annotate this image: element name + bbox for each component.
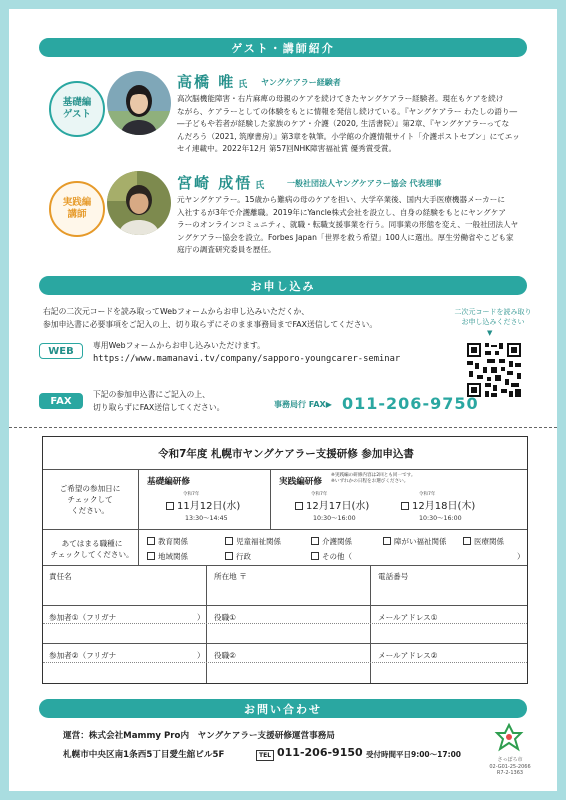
lecturer-bio-miyazaki: 元ヤングケアラー。15歳から難病の母のケアを担い、大学卒業後、国内大手医療機器メーカーに 入社するが3年で介護離職。2019年にYancle株式会社を設立し、自身の経験をもとにヤングケア ラーのオンラインコミュニティ、就職・転職支援事業を行う。同事業の形態を変え、一般社団法人ヤ ングケアラー協会を設立。Forbes Japan「世界を救う希望」100人に選出。厚生労働省やこども家 庭庁の調査研究委員を歴任。: [177, 195, 519, 255]
job-option-government[interactable]: 行政: [225, 551, 251, 562]
contact-heading: お問い合わせ: [39, 699, 527, 718]
job-label: あてはまる職種に チェックしてください。: [50, 539, 134, 559]
basic-label: 基礎編研修: [147, 477, 190, 487]
participant1-email-field[interactable]: メールアドレス①: [378, 613, 438, 622]
responsible-field[interactable]: 責任名: [49, 572, 72, 581]
job-option-community[interactable]: 地域関係: [147, 551, 188, 562]
checkbox-icon: [225, 537, 233, 545]
checkbox-icon: [295, 502, 303, 510]
web-text: 専用Webフォームからお申し込みいただけます。: [93, 341, 265, 350]
checkbox-icon: [463, 537, 471, 545]
guest-photo-takahashi: [107, 71, 171, 135]
application-form: 令和7年度 札幌市ヤングケアラー支援研修 参加申込書 ご希望の参加日に チェックして ください。 基礎編研修 令和7年 11月12日(水) 13:30〜14:45 実践編研修 ※実践編の研修内容は2回とも同一です。 ※いずれかの日程をお選びください。 令和7年 12月17日(水) 10:30〜16:00 令和7年 12月18日(木) 10:30〜16:00 あてはまる職種に チェックしてください。 教育関係 児童福祉関係 介護関係 障がい福祉関係 医療関係 地域関係 行政 その他（ ） 責任名 所在地 〒 電話番号 参加者①（フリガナ ） 役職① メールアドレス① 参加者②（フリガナ ） 役職② メールアドレス②: [42, 436, 528, 684]
web-url-link[interactable]: https://www.mamanavi.tv/company/sapporo-youngcarer-seminar: [93, 354, 401, 364]
fax-tag: FAX: [39, 393, 83, 409]
fax-number: 011-206-9750: [342, 394, 479, 413]
address-field[interactable]: 所在地 〒: [214, 572, 247, 581]
job-option-education[interactable]: 教育関係: [147, 536, 188, 547]
guest-role-takahashi: ヤングケアラー経験者: [261, 78, 341, 87]
tel-tag: TEL: [256, 750, 274, 761]
lecturer-name-miyazaki: 宮崎 成悟 氏: [177, 174, 265, 192]
practice-label: 実践編研修: [279, 477, 322, 487]
job-option-disability[interactable]: 障がい福祉関係: [383, 536, 447, 547]
participant2-email-field[interactable]: メールアドレス②: [378, 651, 438, 660]
participant2-role-field[interactable]: 役職②: [214, 651, 236, 660]
guest-name-takahashi: 高橋 唯 氏: [177, 73, 248, 91]
checkbox-icon: [401, 502, 409, 510]
flyer-page: [9, 9, 557, 791]
job-option-care[interactable]: 介護関係: [311, 536, 352, 547]
job-option-medical[interactable]: 医療関係: [463, 536, 504, 547]
form-title: 令和7年度 札幌市ヤングケアラー支援研修 参加申込書: [158, 448, 414, 460]
apply-intro: 右記の二次元コードを読み取ってWebフォームからお申し込みいただくか、 参加申込書に必要事項をご記入の上、切り取らずにそのまま事務局までFAX送信してください。: [43, 307, 378, 329]
checkbox-icon: [147, 552, 155, 560]
guest-bio-takahashi: 高次脳機能障害・右片麻痺の母親のケアを続けてきたヤングケアラー経験者。現在もケアを続け ながら、ケアラーとしての体験をもとに情報を発信し続けている。『ヤングケアラー わたしの語り― ―子どもや若者が経験した家族のケア・介護（2020, 生活書院）』第2章、『ヤングケアラーってな んだろう（2021, 筑摩書房）』第3章を執筆。小学館の介護情報サイト「介護ポストセブン」にてエッ セイ連載中。2022年12月 第57回NHK障害福祉賞 優秀賞受賞。: [177, 94, 520, 154]
practice-date-option-1[interactable]: 12月17日(水): [295, 497, 369, 512]
qr-note: 二次元コードを読み取り お申し込みください: [454, 308, 532, 326]
apply-heading: お申し込み: [39, 276, 527, 295]
practice-date-option-2[interactable]: 12月18日(木): [401, 497, 475, 512]
participant1-name-field[interactable]: 参加者①（フリガナ: [49, 613, 117, 622]
qr-code[interactable]: [465, 341, 523, 399]
office-hours: 受付時間平日9:00〜17:00: [366, 750, 462, 759]
checkbox-icon: [311, 537, 319, 545]
fax-text: 下記の参加申込書にご記入の上、 切り取らずにFAX送信してください。: [93, 390, 225, 412]
office-address: 札幌市中央区南1条西5丁目愛生舘ビル5F: [63, 750, 225, 760]
badge-practice-lecturer: 実践編 講師: [49, 181, 105, 237]
city-logo-caption: さっぽろ市 02-G01-25-2066 R7-2-1363: [489, 757, 531, 776]
job-option-other[interactable]: その他（: [311, 551, 352, 562]
participant1-role-field[interactable]: 役職①: [214, 613, 236, 622]
practice-note: ※実践編の研修内容は2回とも同一です。 ※いずれかの日程をお選びください。: [331, 473, 416, 484]
checkbox-icon: [147, 537, 155, 545]
participant2-name-field[interactable]: 参加者②（フリガナ: [49, 651, 117, 660]
cut-line: [9, 427, 557, 428]
lecturer-role-miyazaki: 一般社団法人ヤングケアラー協会 代表理事: [287, 179, 442, 188]
choose-label: ご希望の参加日に チェックして ください。: [59, 484, 121, 515]
checkbox-icon: [383, 537, 391, 545]
badge-basic-guest: 基礎編 ゲスト: [49, 81, 105, 137]
sapporo-city-logo-icon: [492, 721, 526, 757]
basic-date-option[interactable]: 11月12日(水): [166, 497, 240, 512]
web-tag: WEB: [39, 343, 83, 359]
lecturer-photo-miyazaki: [107, 171, 171, 235]
guests-heading: ゲスト・講師紹介: [39, 38, 527, 57]
arrow-down-icon: ▼: [487, 329, 493, 337]
checkbox-icon: [225, 552, 233, 560]
contact-phone: 011-206-9150: [277, 746, 363, 759]
operator-text: 運営：株式会社Mammy Pro内 ヤングケアラー支援研修運営事務局: [63, 731, 335, 741]
job-option-child-welfare[interactable]: 児童福祉関係: [225, 536, 281, 547]
checkbox-icon: [166, 502, 174, 510]
checkbox-icon: [311, 552, 319, 560]
fax-label: 事務局行 FAX▶: [274, 400, 332, 409]
phone-field[interactable]: 電話番号: [378, 572, 409, 581]
